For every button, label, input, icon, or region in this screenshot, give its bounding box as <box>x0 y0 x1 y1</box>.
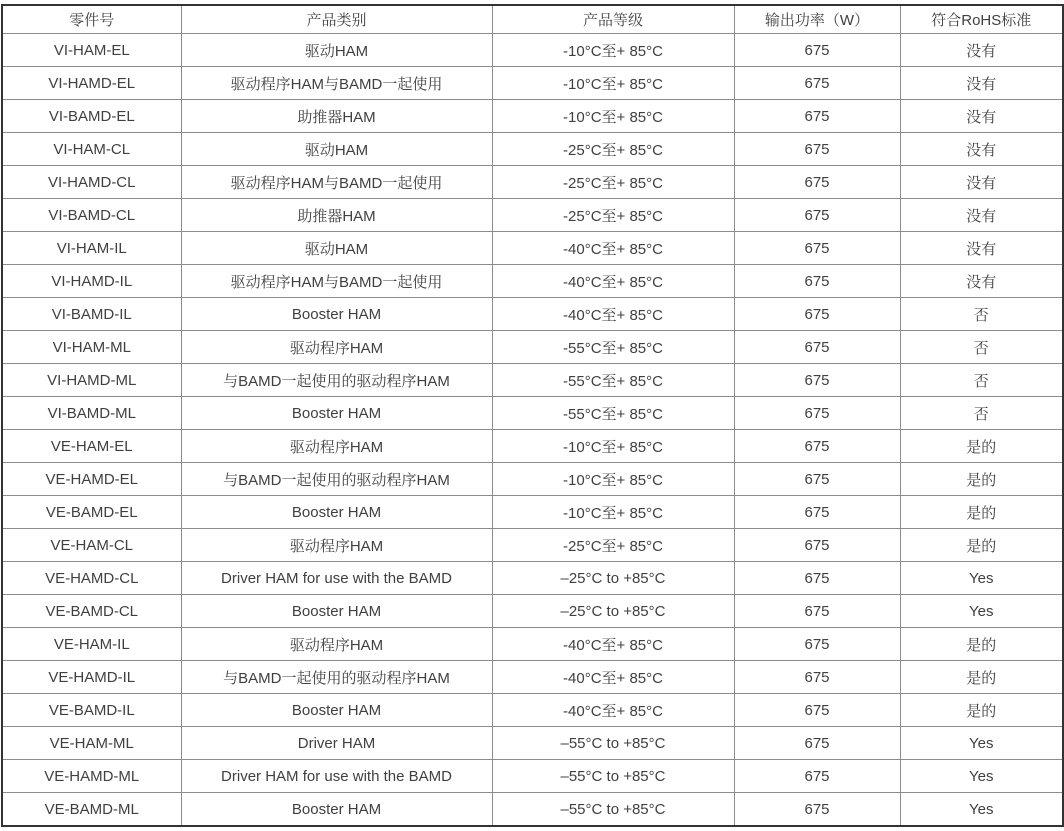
category-cell: 助推器HAM <box>181 199 492 232</box>
part-number-cell: VE-HAMD-CL <box>2 562 181 595</box>
rohs-cell: 没有 <box>900 199 1063 232</box>
grade-cell: –25°C to +85°C <box>492 562 734 595</box>
part-number-cell: VE-HAM-ML <box>2 727 181 760</box>
part-number-cell: VE-HAM-IL <box>2 628 181 661</box>
rohs-cell: 是的 <box>900 628 1063 661</box>
rohs-cell: 没有 <box>900 133 1063 166</box>
category-cell: Driver HAM <box>181 727 492 760</box>
category-cell: 驱动程序HAM <box>181 430 492 463</box>
grade-cell: –55°C to +85°C <box>492 793 734 827</box>
grade-cell: -40°C至+ 85°C <box>492 661 734 694</box>
grade-cell: -10°C至+ 85°C <box>492 430 734 463</box>
output-power-cell: 675 <box>734 397 900 430</box>
part-number-cell: VE-BAMD-EL <box>2 496 181 529</box>
category-cell: 助推器HAM <box>181 100 492 133</box>
col-header-output-power: 输出功率（W） <box>734 5 900 34</box>
part-number-cell: VI-BAMD-CL <box>2 199 181 232</box>
grade-cell: -25°C至+ 85°C <box>492 529 734 562</box>
category-cell: 驱动程序HAM与BAMD一起使用 <box>181 166 492 199</box>
category-cell: Booster HAM <box>181 793 492 827</box>
part-number-cell: VE-HAMD-EL <box>2 463 181 496</box>
part-number-cell: VI-BAMD-EL <box>2 100 181 133</box>
part-number-cell: VI-HAMD-ML <box>2 364 181 397</box>
rohs-cell: 否 <box>900 397 1063 430</box>
table-row <box>2 67 1063 100</box>
grade-cell: -55°C至+ 85°C <box>492 364 734 397</box>
grade-cell: -25°C至+ 85°C <box>492 166 734 199</box>
output-power-cell: 675 <box>734 166 900 199</box>
rohs-cell: 是的 <box>900 496 1063 529</box>
category-cell: 驱动HAM <box>181 34 492 67</box>
rohs-cell: 没有 <box>900 265 1063 298</box>
rohs-cell: 没有 <box>900 166 1063 199</box>
category-cell: Booster HAM <box>181 595 492 628</box>
category-cell: 驱动程序HAM <box>181 331 492 364</box>
category-cell: 与BAMD一起使用的驱动程序HAM <box>181 463 492 496</box>
category-cell: 驱动程序HAM与BAMD一起使用 <box>181 265 492 298</box>
grade-cell: –55°C to +85°C <box>492 760 734 793</box>
output-power-cell: 675 <box>734 34 900 67</box>
output-power-cell: 675 <box>734 793 900 827</box>
table-row <box>2 298 1063 331</box>
rohs-cell: Yes <box>900 793 1063 827</box>
category-cell: Driver HAM for use with the BAMD <box>181 760 492 793</box>
output-power-cell: 675 <box>734 298 900 331</box>
grade-cell: -10°C至+ 85°C <box>492 496 734 529</box>
output-power-cell: 675 <box>734 595 900 628</box>
rohs-cell: 是的 <box>900 529 1063 562</box>
table-row <box>2 463 1063 496</box>
category-cell: 驱动程序HAM与BAMD一起使用 <box>181 67 492 100</box>
part-number-cell: VI-HAM-IL <box>2 232 181 265</box>
rohs-cell: 是的 <box>900 661 1063 694</box>
rohs-cell: Yes <box>900 595 1063 628</box>
rohs-cell: Yes <box>900 562 1063 595</box>
category-cell: 驱动HAM <box>181 133 492 166</box>
category-cell: 驱动程序HAM <box>181 628 492 661</box>
rohs-cell: 是的 <box>900 694 1063 727</box>
grade-cell: -55°C至+ 85°C <box>492 397 734 430</box>
output-power-cell: 675 <box>734 67 900 100</box>
part-number-cell: VE-BAMD-IL <box>2 694 181 727</box>
table-row <box>2 34 1063 67</box>
output-power-cell: 675 <box>734 430 900 463</box>
col-header-grade: 产品等级 <box>492 5 734 34</box>
part-number-cell: VI-HAM-ML <box>2 331 181 364</box>
grade-cell: -25°C至+ 85°C <box>492 199 734 232</box>
category-cell: Booster HAM <box>181 496 492 529</box>
part-number-cell: VE-HAM-CL <box>2 529 181 562</box>
category-cell: 驱动程序HAM <box>181 529 492 562</box>
category-cell: 驱动HAM <box>181 232 492 265</box>
grade-cell: -40°C至+ 85°C <box>492 694 734 727</box>
col-header-rohs: 符合RoHS标准 <box>900 5 1063 34</box>
rohs-cell: 没有 <box>900 34 1063 67</box>
output-power-cell: 675 <box>734 694 900 727</box>
rohs-cell: 没有 <box>900 67 1063 100</box>
table-row <box>2 793 1063 827</box>
grade-cell: –55°C to +85°C <box>492 727 734 760</box>
part-number-cell: VE-HAMD-IL <box>2 661 181 694</box>
table-row <box>2 133 1063 166</box>
table-row <box>2 595 1063 628</box>
header-row <box>2 5 1063 34</box>
grade-cell: -40°C至+ 85°C <box>492 628 734 661</box>
part-number-cell: VI-HAM-CL <box>2 133 181 166</box>
table-row <box>2 760 1063 793</box>
table-row <box>2 232 1063 265</box>
output-power-cell: 675 <box>734 727 900 760</box>
table-row <box>2 166 1063 199</box>
grade-cell: -55°C至+ 85°C <box>492 331 734 364</box>
rohs-cell: 否 <box>900 331 1063 364</box>
grade-cell: -10°C至+ 85°C <box>492 34 734 67</box>
part-number-cell: VI-HAMD-CL <box>2 166 181 199</box>
rohs-cell: Yes <box>900 727 1063 760</box>
col-header-part-number: 零件号 <box>2 5 181 34</box>
output-power-cell: 675 <box>734 100 900 133</box>
category-cell: Booster HAM <box>181 298 492 331</box>
rohs-cell: 否 <box>900 298 1063 331</box>
table-row <box>2 694 1063 727</box>
category-cell: 与BAMD一起使用的驱动程序HAM <box>181 364 492 397</box>
parts-table <box>1 4 1064 827</box>
grade-cell: -10°C至+ 85°C <box>492 100 734 133</box>
grade-cell: -10°C至+ 85°C <box>492 67 734 100</box>
output-power-cell: 675 <box>734 760 900 793</box>
output-power-cell: 675 <box>734 562 900 595</box>
grade-cell: -25°C至+ 85°C <box>492 133 734 166</box>
output-power-cell: 675 <box>734 529 900 562</box>
table-row <box>2 364 1063 397</box>
table-row <box>2 727 1063 760</box>
output-power-cell: 675 <box>734 133 900 166</box>
part-number-cell: VI-HAM-EL <box>2 34 181 67</box>
table-row <box>2 529 1063 562</box>
output-power-cell: 675 <box>734 364 900 397</box>
part-number-cell: VI-HAMD-EL <box>2 67 181 100</box>
part-number-cell: VE-BAMD-CL <box>2 595 181 628</box>
rohs-cell: Yes <box>900 760 1063 793</box>
part-number-cell: VE-HAMD-ML <box>2 760 181 793</box>
col-header-category: 产品类别 <box>181 5 492 34</box>
grade-cell: -40°C至+ 85°C <box>492 232 734 265</box>
table-row <box>2 562 1063 595</box>
rohs-cell: 是的 <box>900 430 1063 463</box>
table-row <box>2 199 1063 232</box>
table-row <box>2 331 1063 364</box>
grade-cell: –25°C to +85°C <box>492 595 734 628</box>
table-row <box>2 100 1063 133</box>
part-number-cell: VI-BAMD-ML <box>2 397 181 430</box>
rohs-cell: 否 <box>900 364 1063 397</box>
output-power-cell: 675 <box>734 496 900 529</box>
part-number-cell: VI-HAMD-IL <box>2 265 181 298</box>
table-row <box>2 265 1063 298</box>
output-power-cell: 675 <box>734 232 900 265</box>
output-power-cell: 675 <box>734 628 900 661</box>
table-body <box>2 34 1063 827</box>
output-power-cell: 675 <box>734 331 900 364</box>
grade-cell: -40°C至+ 85°C <box>492 265 734 298</box>
category-cell: 与BAMD一起使用的驱动程序HAM <box>181 661 492 694</box>
category-cell: Booster HAM <box>181 397 492 430</box>
table-row <box>2 628 1063 661</box>
output-power-cell: 675 <box>734 199 900 232</box>
grade-cell: -10°C至+ 85°C <box>492 463 734 496</box>
rohs-cell: 没有 <box>900 232 1063 265</box>
grade-cell: -40°C至+ 85°C <box>492 298 734 331</box>
table-row <box>2 661 1063 694</box>
table-row <box>2 430 1063 463</box>
part-number-cell: VE-BAMD-ML <box>2 793 181 827</box>
rohs-cell: 是的 <box>900 463 1063 496</box>
table-row <box>2 397 1063 430</box>
rohs-cell: 没有 <box>900 100 1063 133</box>
output-power-cell: 675 <box>734 265 900 298</box>
output-power-cell: 675 <box>734 463 900 496</box>
category-cell: Driver HAM for use with the BAMD <box>181 562 492 595</box>
category-cell: Booster HAM <box>181 694 492 727</box>
table-row <box>2 496 1063 529</box>
part-number-cell: VI-BAMD-IL <box>2 298 181 331</box>
part-number-cell: VE-HAM-EL <box>2 430 181 463</box>
output-power-cell: 675 <box>734 661 900 694</box>
